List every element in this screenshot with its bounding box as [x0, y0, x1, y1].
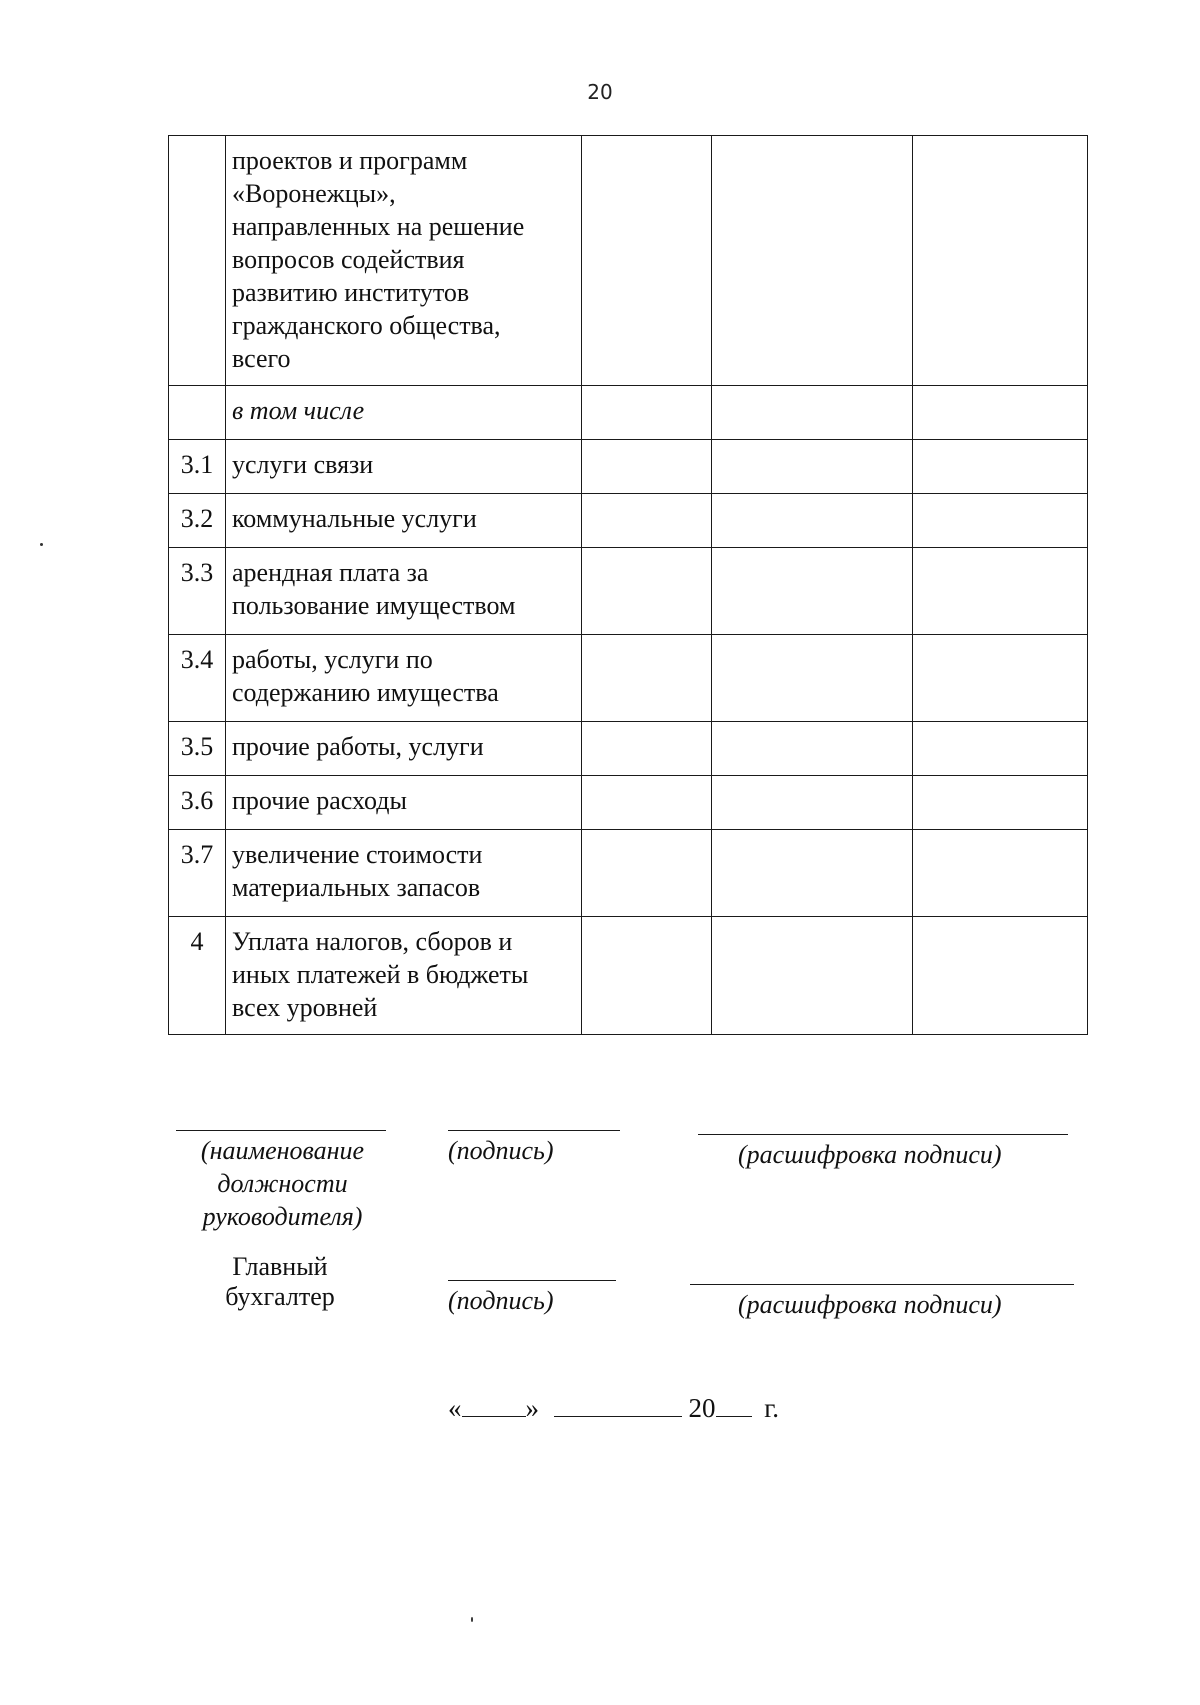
- chief-decoding-caption: (расшифровка подписи): [738, 1290, 1002, 1319]
- row-description-line: гражданского общества,: [232, 311, 501, 340]
- table-row: [169, 136, 1088, 386]
- row-description-line: Уплата налогов, сборов и: [232, 927, 513, 956]
- row-number: 3.3: [169, 548, 226, 635]
- value-cell: [582, 548, 712, 635]
- table-row: [169, 830, 1088, 917]
- chief-accountant-label-line-2: бухгалтер: [225, 1282, 335, 1311]
- head-position-caption-line-2: должности: [217, 1169, 348, 1198]
- row-description-line: коммунальные услуги: [232, 504, 477, 533]
- value-cell: [582, 776, 712, 830]
- row-description-line: всех уровней: [232, 993, 378, 1022]
- value-cell: [712, 548, 913, 635]
- value-cell: [913, 386, 1088, 440]
- value-cell: [582, 722, 712, 776]
- value-cell: [913, 440, 1088, 494]
- value-cell: [913, 635, 1088, 722]
- row-description-line: арендная плата за: [232, 558, 429, 587]
- value-cell: [582, 136, 712, 386]
- page-number: 20: [587, 80, 613, 104]
- date-close-quote: »: [525, 1393, 539, 1423]
- value-cell: [712, 917, 913, 1035]
- value-cell: [582, 494, 712, 548]
- value-cell: [712, 136, 913, 386]
- value-cell: [712, 635, 913, 722]
- value-cell: [582, 830, 712, 917]
- table-row: [169, 494, 1088, 548]
- chief-signature-line: [448, 1280, 616, 1281]
- row-description-line: увеличение стоимости: [232, 840, 483, 869]
- scan-speck: [471, 1617, 473, 1622]
- row-number: 3.2: [169, 494, 226, 548]
- value-cell: [712, 830, 913, 917]
- row-number: 3.5: [169, 722, 226, 776]
- value-cell: [913, 776, 1088, 830]
- value-cell: [913, 722, 1088, 776]
- date-line: [448, 1393, 779, 1424]
- head-position-line: [176, 1130, 386, 1131]
- row-description-line: прочие расходы: [232, 786, 407, 815]
- value-cell: [712, 776, 913, 830]
- row-description-line: в том числе: [232, 396, 365, 425]
- table-row: [169, 440, 1088, 494]
- value-cell: [582, 635, 712, 722]
- table-row: [169, 386, 1088, 440]
- row-description-line: развитию институтов: [232, 278, 470, 307]
- row-number: 3.7: [169, 830, 226, 917]
- head-decoding-caption: (расшифровка подписи): [738, 1140, 1002, 1169]
- row-description: [226, 776, 582, 830]
- head-position-caption-line-3: руководителя): [202, 1202, 363, 1231]
- value-cell: [712, 440, 913, 494]
- row-number: 3.4: [169, 635, 226, 722]
- value-cell: [913, 548, 1088, 635]
- date-year-blank: [716, 1394, 752, 1417]
- row-description: [226, 722, 582, 776]
- head-signature-line: [448, 1130, 620, 1131]
- value-cell: [913, 830, 1088, 917]
- row-number: 4: [169, 917, 226, 1035]
- row-description-line: проектов и программ: [232, 146, 468, 175]
- row-number: 3.6: [169, 776, 226, 830]
- row-description: [226, 494, 582, 548]
- row-description-line: материальных запасов: [232, 873, 481, 902]
- date-year-prefix: 20: [688, 1393, 716, 1423]
- row-description-line: вопросов содействия: [232, 245, 465, 274]
- value-cell: [712, 386, 913, 440]
- value-cell: [913, 136, 1088, 386]
- value-cell: [712, 494, 913, 548]
- date-open-quote: «: [448, 1393, 462, 1423]
- date-year-suffix: г.: [764, 1393, 780, 1423]
- row-number: 3.1: [169, 440, 226, 494]
- head-signature-caption: (подпись): [448, 1136, 554, 1165]
- value-cell: [913, 917, 1088, 1035]
- value-cell: [582, 440, 712, 494]
- row-description: [226, 440, 582, 494]
- row-description: [226, 917, 582, 1035]
- value-cell: [582, 917, 712, 1035]
- row-description: [226, 830, 582, 917]
- table-row: [169, 917, 1088, 1035]
- row-description: [226, 548, 582, 635]
- report-table: [168, 135, 1088, 1035]
- row-description-line: работы, услуги по: [232, 645, 433, 674]
- table-row: [169, 722, 1088, 776]
- row-description-line: услуги связи: [232, 450, 374, 479]
- row-description: [226, 136, 582, 386]
- row-description: [226, 635, 582, 722]
- chief-decoding-line: [690, 1284, 1074, 1285]
- report-table-body: [169, 136, 1088, 1035]
- head-decoding-line: [698, 1134, 1068, 1135]
- row-description-line: содержанию имущества: [232, 678, 499, 707]
- chief-accountant-label-line-1: Главный: [232, 1252, 328, 1281]
- chief-accountant-label: [182, 1252, 378, 1312]
- row-description: [226, 386, 582, 440]
- head-position-caption-line-1: (наименование: [200, 1136, 365, 1165]
- row-description-line: иных платежей в бюджеты: [232, 960, 529, 989]
- date-month-blank: [554, 1394, 682, 1417]
- row-description-line: направленных на решение: [232, 212, 525, 241]
- table-row: [169, 635, 1088, 722]
- row-number: [169, 386, 226, 440]
- value-cell: [913, 494, 1088, 548]
- value-cell: [712, 722, 913, 776]
- row-description-line: «Воронежцы»,: [232, 179, 396, 208]
- row-description-line: прочие работы, услуги: [232, 732, 484, 761]
- chief-signature-caption: (подпись): [448, 1286, 554, 1315]
- row-description-line: пользование имуществом: [232, 591, 516, 620]
- date-day-blank: [462, 1394, 526, 1417]
- table-row: [169, 776, 1088, 830]
- row-number: [169, 136, 226, 386]
- row-description-line: всего: [232, 344, 291, 373]
- scan-speck: [40, 543, 43, 546]
- value-cell: [582, 386, 712, 440]
- table-row: [169, 548, 1088, 635]
- head-position-caption: [170, 1134, 395, 1233]
